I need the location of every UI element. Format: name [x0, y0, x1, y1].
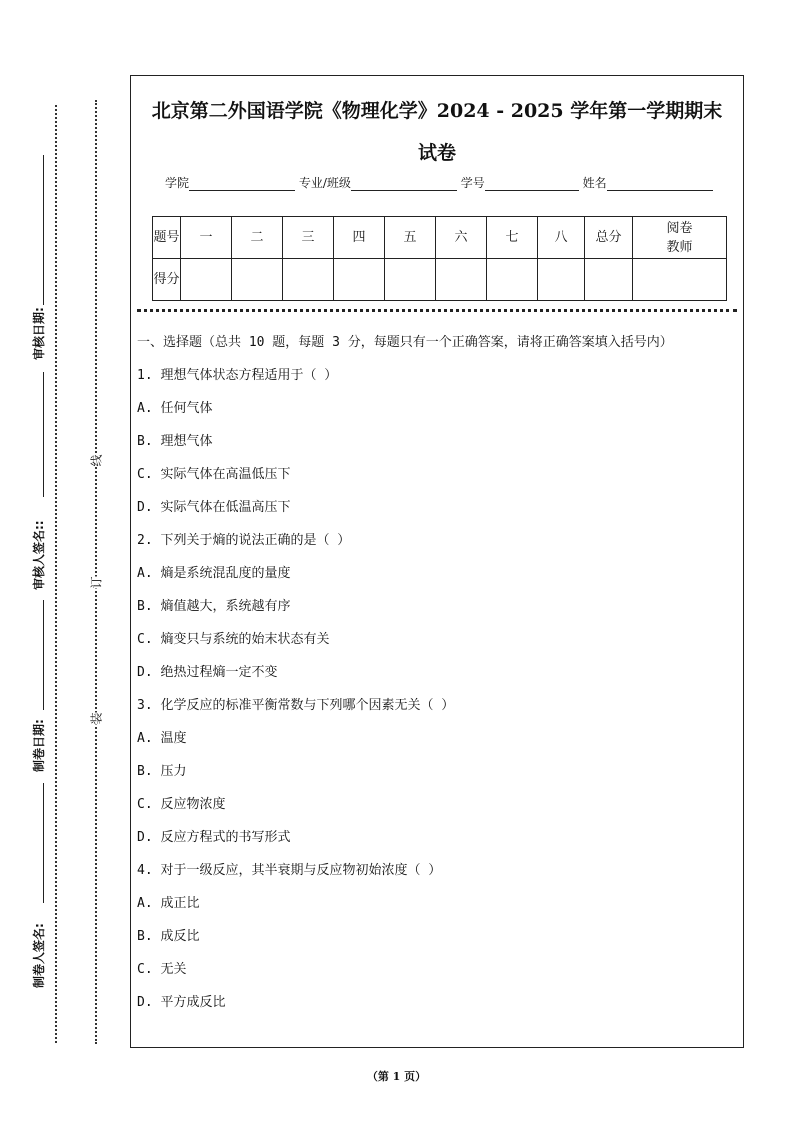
score-table-header-row	[153, 217, 727, 259]
margin-line-review-date	[43, 155, 44, 305]
info-label-college: 学院	[165, 176, 190, 190]
score-cell[interactable]	[487, 259, 538, 301]
score-cell[interactable]	[538, 259, 585, 301]
score-cell[interactable]	[436, 259, 487, 301]
question-stem: 3. 化学反应的标准平衡常数与下列哪个因素无关（ ）	[137, 698, 455, 713]
question-option: A. 温度	[137, 731, 187, 746]
question-option: B. 成反比	[137, 929, 200, 944]
question-option: B. 压力	[137, 764, 187, 779]
score-col-grader	[633, 217, 727, 259]
binding-dotted-line-right	[95, 100, 97, 1044]
score-col-4: 四	[334, 217, 385, 259]
score-col-1: 一	[181, 217, 232, 259]
score-col-3: 三	[283, 217, 334, 259]
question-option: D. 实际气体在低温高压下	[137, 500, 291, 515]
score-col-7: 七	[487, 217, 538, 259]
question-option: B. 熵值越大，系统越有序	[137, 599, 291, 614]
question-stem: 4. 对于一级反应，其半衰期与反应物初始浓度（ ）	[137, 863, 442, 878]
score-cell[interactable]	[585, 259, 633, 301]
info-blank-name[interactable]	[607, 176, 713, 191]
score-cell[interactable]	[385, 259, 436, 301]
exam-title	[131, 90, 743, 174]
question-option: D. 绝热过程熵一定不变	[137, 665, 278, 680]
margin-line-make-date	[43, 600, 44, 710]
student-info-row	[165, 174, 725, 191]
score-table	[152, 216, 727, 301]
seal-char-line: 线	[86, 454, 107, 466]
question-option: A. 任何气体	[137, 401, 213, 416]
margin-label-reviewer-sign: 审核人签名::	[32, 520, 46, 590]
question-option: C. 反应物浓度	[137, 797, 226, 812]
page-number: （第 1 页）	[366, 1070, 427, 1083]
exam-title-line1: 北京第二外国语学院《物理化学》2024 - 2025 学年第一学期期末	[151, 100, 723, 122]
info-blank-college[interactable]	[189, 176, 295, 191]
section-heading: 一、选择题（总共 10 题，每题 3 分，每题只有一个正确答案，请将正确答案填入括号内）	[137, 335, 673, 350]
info-blank-student-id[interactable]	[485, 176, 579, 191]
info-label-name: 姓名	[582, 176, 607, 190]
question-stem: 2. 下列关于熵的说法正确的是（ ）	[137, 533, 351, 548]
seal-char-fold: 装	[86, 712, 107, 724]
question-option: D. 平方成反比	[137, 995, 226, 1010]
question-option: C. 熵变只与系统的始末状态有关	[137, 632, 330, 647]
score-cell[interactable]	[181, 259, 232, 301]
score-row-label-score: 得分	[153, 259, 181, 301]
question-option: C. 实际气体在高温低压下	[137, 467, 291, 482]
exam-title-line2: 试卷	[417, 142, 456, 164]
question-option: A. 成正比	[137, 896, 200, 911]
score-col-6: 六	[436, 217, 487, 259]
question-section	[137, 332, 737, 1025]
question-option: B. 理想气体	[137, 434, 213, 449]
score-cell[interactable]	[334, 259, 385, 301]
info-label-major: 专业/班级	[298, 176, 351, 190]
question-option: A. 熵是系统混乱度的量度	[137, 566, 291, 581]
margin-label-review-date: 审核日期:	[32, 307, 46, 360]
question-option: D. 反应方程式的书写形式	[137, 830, 291, 845]
score-cell[interactable]	[232, 259, 283, 301]
score-row-label-question: 题号	[153, 217, 181, 259]
score-col-grader-label: 阅卷教师	[666, 220, 693, 255]
margin-line-reviewer-sign	[43, 372, 44, 497]
margin-label-make-date: 制卷日期:	[32, 719, 46, 772]
exam-frame	[130, 75, 744, 1048]
score-col-total: 总分	[585, 217, 633, 259]
margin-line-maker-sign	[43, 783, 44, 903]
score-table-score-row	[153, 259, 727, 301]
info-label-student-id: 学号	[460, 176, 485, 190]
binding-dotted-line-left	[55, 105, 57, 1043]
score-col-5: 五	[385, 217, 436, 259]
info-blank-major[interactable]	[351, 176, 457, 191]
score-cell[interactable]	[283, 259, 334, 301]
score-col-8: 八	[538, 217, 585, 259]
seal-char-bind: 订	[86, 576, 107, 588]
question-option: C. 无关	[137, 962, 187, 977]
score-col-2: 二	[232, 217, 283, 259]
dotted-separator	[137, 309, 737, 312]
score-cell[interactable]	[633, 259, 727, 301]
margin-label-maker-sign: 制卷人签名:	[32, 923, 46, 988]
question-stem: 1. 理想气体状态方程适用于（ ）	[137, 368, 338, 383]
